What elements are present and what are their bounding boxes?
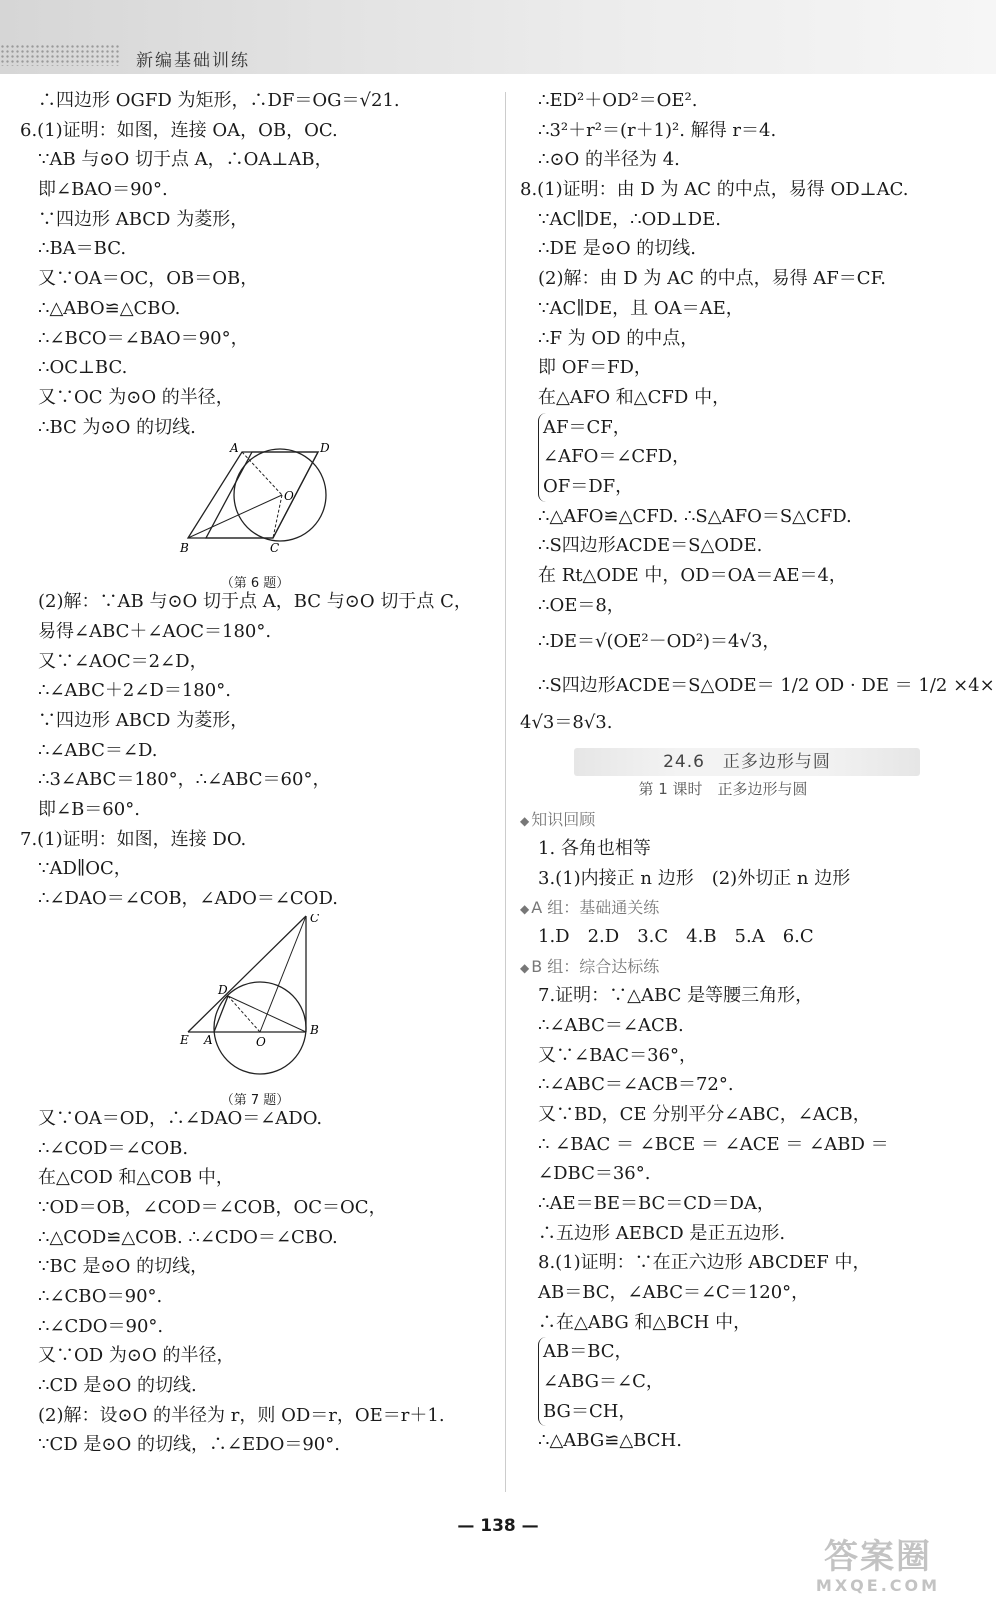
text-line: ∴ED²＋OD²＝OE². [538, 90, 698, 111]
text-line: 7.(1)证明：如图，连接 DO. [20, 828, 247, 850]
category-heading [520, 805, 976, 834]
column-divider [505, 92, 506, 1492]
text-line: ∴BA＝BC. [38, 238, 127, 260]
text-line: ∴∠COD＝∠COB. [38, 1137, 189, 1159]
category-label: A 组：基础通关练 [531, 898, 660, 918]
category-label: B 组：综合达标练 [531, 957, 660, 977]
text-line: 又∵∠AOC＝2∠D， [38, 650, 208, 672]
fig7-label-d: D [218, 982, 228, 997]
text-line: ∴∠ABC＝∠D. [38, 739, 158, 761]
text-line: ∴∠ABC＝∠ACB. [538, 1014, 684, 1036]
text-line: 1. 各角也相等 [538, 838, 651, 860]
system-brace [538, 413, 976, 502]
text-line: ∴在△ABG 和△BCH 中， [538, 1311, 752, 1333]
text-line: ∴CD 是⊙O 的切线. [38, 1375, 197, 1396]
watermark-site: MXQE.COM [815, 1576, 941, 1595]
fig6-label-b: B [180, 541, 189, 556]
text-line: ∠ABG＝∠C， [543, 1371, 664, 1393]
figure-6 [20, 442, 490, 592]
text-line: ∴OC⊥BC. [38, 357, 128, 379]
text-line: ∴⊙O 的半径为 4. [538, 149, 680, 171]
fig7-label-b: B [310, 1022, 319, 1037]
text-line: (2)解：∵AB 与⊙O 切于点 A，BC 与⊙O 切于点 C， [38, 591, 472, 613]
text-line: 又∵OA＝OD，∴∠DAO＝∠ADO. [38, 1107, 323, 1129]
page-number: — 138 — [457, 1516, 539, 1536]
text-line: ∴3∠ABC＝180°，∴∠ABC＝60°， [38, 769, 331, 791]
fig6-label-o: O [284, 489, 294, 504]
text-line: 又∵OA＝OC，OB＝OB， [38, 268, 259, 290]
category-label: 知识回顾 [531, 810, 596, 830]
text-line: ∵AB 与⊙O 切于点 A，∴OA⊥AB， [38, 149, 333, 171]
fig7-label-o: O [256, 1034, 266, 1049]
diamond-icon: ◆ [520, 814, 530, 829]
diamond-icon: ◆ [520, 902, 530, 917]
text-line: 8.(1)证明：由 D 为 AC 的中点，易得 OD⊥AC. [520, 179, 909, 201]
text-line: ∵BC 是⊙O 的切线， [38, 1256, 209, 1278]
text-line: AB＝BC， [543, 1341, 633, 1363]
fig6-label-a: A [230, 442, 239, 456]
text-line: 3.(1)内接正 n 边形 (2)外切正 n 边形 [538, 867, 851, 889]
text-line: ∴DE 是⊙O 的切线. [538, 238, 697, 260]
text-line: 在△AFO 和△CFD 中， [538, 386, 731, 408]
text-line: 又∵OD 为⊙O 的半径， [38, 1345, 235, 1367]
text-line: ∴△ABG≌△BCH. [538, 1430, 682, 1452]
text-line: (2)解：由 D 为 AC 的中点，易得 AF＝CF. [538, 268, 886, 290]
figure-6-diagram [20, 442, 490, 567]
text-line: AF＝CF， [543, 416, 631, 438]
text-line: 在△COD 和△COB 中， [38, 1167, 234, 1189]
text-line: ∴∠BCO＝∠BAO＝90°， [38, 327, 249, 349]
text-line: 即∠B＝60°. [38, 799, 140, 821]
text-line: ∴五边形 AEBCD 是正五边形. [538, 1222, 786, 1244]
header-title: 新编基础训练 [136, 51, 250, 71]
diamond-icon: ◆ [520, 961, 530, 976]
text-line: 4√3＝8√3. [520, 712, 613, 734]
text-line: ∵OD＝OB，∠COD＝∠COB，OC＝OC， [38, 1196, 387, 1218]
text-line: ∴F 为 OD 的中点， [538, 327, 699, 349]
text-line: ∴四边形 OGFD 为矩形，∴DF＝OG＝√21. [38, 90, 400, 111]
fig7-label-e: E [180, 1032, 189, 1047]
text-line: 即 OF＝FD， [538, 357, 652, 379]
text-line: 在 Rt△ODE 中，OD＝OA＝AE＝4， [538, 565, 847, 586]
text-line: OF＝DF， [543, 475, 634, 497]
text-line: ∴△AFO≌△CFD. ∴S△AFO＝S△CFD. [538, 505, 852, 527]
text-line: ∵四边形 ABCD 为菱形， [38, 208, 249, 230]
text-line: ∠DBC＝36°. [538, 1163, 651, 1185]
right-column [520, 86, 995, 1456]
text-line: ∴AE＝BE＝BC＝CD＝DA， [538, 1192, 775, 1214]
text-line: ∴ ∠BAC ＝ ∠BCE ＝ ∠ACE ＝ ∠ABD ＝ [538, 1133, 889, 1155]
figure-7 [20, 913, 490, 1108]
text-line: ∴S四边形ACDE＝S△ODE＝ 1/2 OD · DE ＝ 1/2 ×4× [538, 675, 995, 697]
text-line: ∵AD∥OC， [38, 858, 132, 880]
text-line: ∴OE＝8， [538, 594, 625, 616]
text-line: ∵CD 是⊙O 的切线，∴∠EDO＝90°. [38, 1434, 340, 1456]
text-line: ∴∠DAO＝∠COB，∠ADO＝∠COD. [38, 888, 338, 910]
text-line: BG＝CH， [543, 1400, 637, 1422]
text-line: 8.(1)证明：∵在正六边形 ABCDEF 中， [538, 1252, 871, 1274]
text-line: ∵四边形 ABCD 为菱形， [38, 710, 249, 731]
text-line: 易得∠ABC＋∠AOC＝180°. [38, 620, 272, 642]
text-line: 7.证明：∵△ABC 是等腰三角形， [538, 985, 814, 1007]
fig7-label-c: C [310, 913, 320, 925]
text-line: ∴△COD≌△COB. ∴∠CDO＝∠CBO. [38, 1226, 338, 1248]
text-line: ∴∠ABC＝∠ACB＝72°. [538, 1074, 734, 1096]
text-line: ∴∠CBO＝90°. [38, 1285, 163, 1307]
header-dot-pattern [0, 44, 120, 66]
text-line: ∵AC∥DE，∴OD⊥DE. [538, 208, 721, 230]
text-line: 6.(1)证明：如图，连接 OA，OB，OC. [20, 119, 338, 141]
text-line: 又∵BD，CE 分别平分∠ABC，∠ACB， [538, 1103, 871, 1125]
left-column [20, 86, 490, 1460]
text-line: ∴△ABO≌△CBO. [38, 297, 181, 319]
text-line: 又∵OC 为⊙O 的半径， [38, 386, 234, 408]
text-line: ∴DE＝√(OE²－OD²)＝4√3， [538, 631, 781, 653]
text-line: ∴S四边形ACDE＝S△ODE. [538, 535, 763, 557]
figure-6-caption: （第 6 题） [220, 576, 290, 592]
figure-7-diagram [20, 914, 490, 1084]
text-line: ∴∠CDO＝90°. [38, 1315, 164, 1337]
system-brace [538, 1337, 976, 1426]
text-line: AB＝BC，∠ABC＝∠C＝120°， [538, 1282, 810, 1303]
text-line: 又∵∠BAC＝36°， [538, 1044, 697, 1066]
section-title: 24.6 正多边形与圆 [574, 748, 920, 776]
watermark-logo [778, 1538, 978, 1594]
watermark-mark: 答案圈 [824, 1537, 932, 1577]
fig6-label-c: C [270, 541, 280, 556]
figure-7-caption: （第 7 题） [220, 1092, 290, 1108]
text-line: ∴3²＋r²＝(r＋1)². 解得 r＝4. [538, 119, 777, 141]
text-line: 即∠BAO＝90°. [38, 179, 168, 201]
lesson-subtitle: 第 1 课时 正多边形与圆 [638, 780, 808, 799]
answer-line: 1.D 2.D 3.C 4.B 5.A 6.C [538, 926, 814, 948]
text-line: (2)解：设⊙O 的半径为 r，则 OD＝r，OE＝r＋1. [38, 1404, 445, 1426]
text-line: ∴∠ABC＋2∠D＝180°. [38, 680, 231, 702]
category-heading [520, 893, 976, 922]
fig7-label-a: A [204, 1032, 213, 1047]
text-line: ∵AC∥DE，且 OA＝AE， [538, 297, 744, 319]
category-heading [520, 952, 976, 981]
text-line: ∠AFO＝∠CFD， [543, 446, 691, 468]
fig6-label-d: D [320, 442, 330, 456]
text-line: ∴BC 为⊙O 的切线. [38, 416, 196, 438]
